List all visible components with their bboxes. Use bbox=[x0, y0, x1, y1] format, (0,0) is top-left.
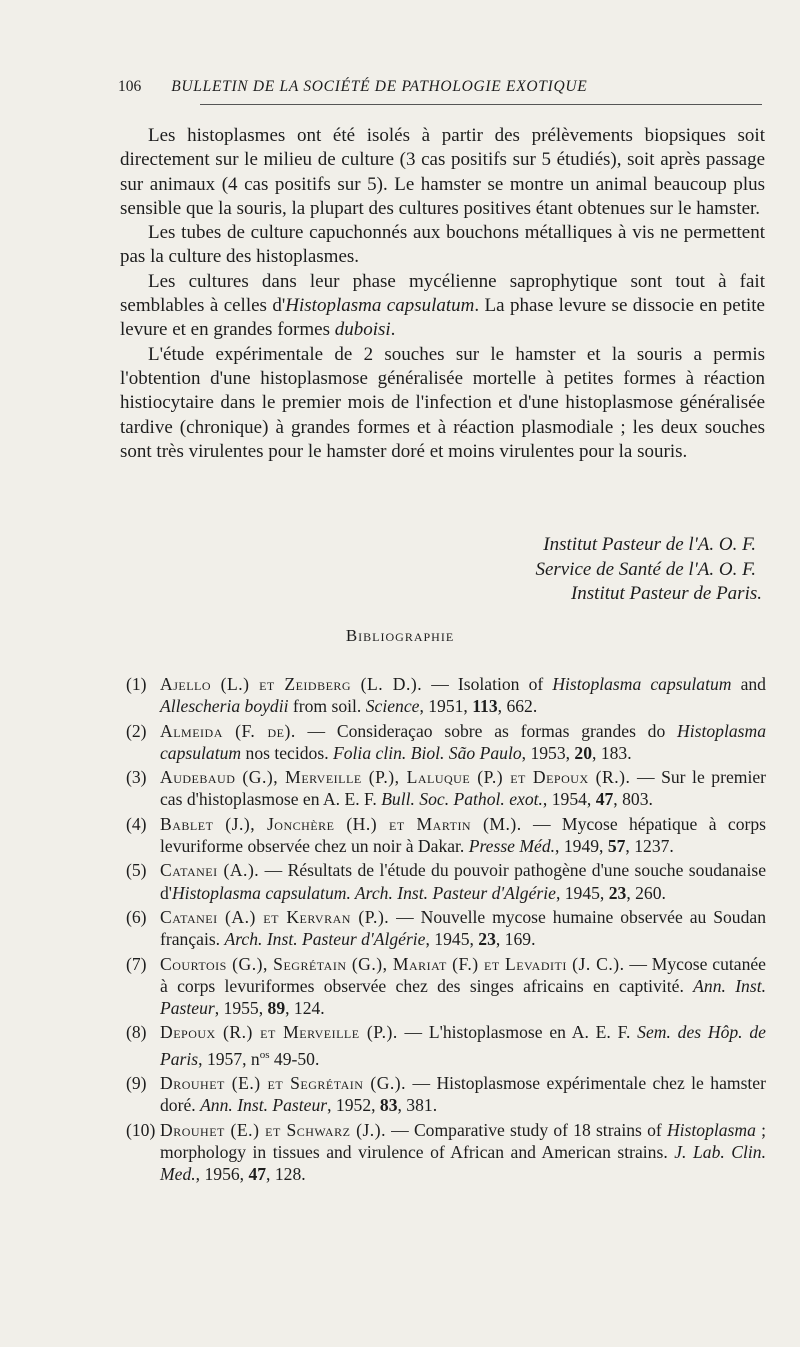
reference-pages: , 128. bbox=[266, 1164, 306, 1185]
reference-text bbox=[160, 859, 766, 904]
reference-italic: Ann. Inst. Pasteur bbox=[160, 975, 766, 1019]
reference-journal: Science bbox=[365, 696, 420, 717]
reference-title: — Comparative study of 18 strains of bbox=[385, 1119, 667, 1140]
reference-text bbox=[160, 906, 766, 951]
reference-superscript: os bbox=[259, 1048, 270, 1061]
reference-volume: 89 bbox=[267, 998, 286, 1019]
journal-title: BULLETIN DE LA SOCIÉTÉ DE PATHOLOGIE EXOTIQUE bbox=[171, 78, 588, 95]
reference-volume: 83 bbox=[379, 1095, 398, 1116]
reference-number: (5) bbox=[126, 860, 147, 881]
reference-authors: Drouhet (E.) et Segrétain (G.). bbox=[160, 1072, 407, 1093]
reference-volume: 113 bbox=[472, 696, 498, 717]
reference-italic: J. Lab. Clin. Med. bbox=[160, 1141, 766, 1185]
reference-pages: , 124. bbox=[285, 998, 325, 1019]
reference-pages: , 1237. bbox=[625, 836, 674, 857]
reference-text-part: from soil. bbox=[288, 696, 366, 717]
reference-list bbox=[126, 673, 766, 1187]
reference-text-part: , 1952, bbox=[327, 1095, 380, 1116]
reference-italic: Histoplasma bbox=[666, 1119, 756, 1140]
reference-title: — Sur le premier cas d'histoplasmose en A. E. F. bbox=[160, 767, 767, 810]
reference-authors: Almeida (F. de). bbox=[160, 720, 296, 741]
paragraph-3-duboisi: duboisi bbox=[334, 319, 391, 341]
paragraph-3-text-c: . La phase levure se dissocie en petite levure et en grandes formes bbox=[120, 295, 765, 341]
reference-pages: , 183. bbox=[592, 742, 632, 763]
reference-title: — Isolation of bbox=[422, 674, 553, 694]
reference-number: (2) bbox=[126, 720, 147, 741]
reference-item bbox=[126, 720, 766, 765]
reference-text bbox=[160, 766, 766, 811]
reference-pages: , 381. bbox=[397, 1095, 438, 1116]
reference-text-part: , 1945, bbox=[555, 882, 609, 903]
reference-italic: Sem. des Hôp. de Paris bbox=[160, 1022, 766, 1069]
reference-number: (8) bbox=[126, 1022, 147, 1043]
reference-number: (4) bbox=[126, 813, 147, 834]
reference-number: (7) bbox=[126, 953, 147, 974]
reference-text-part: , 1953, bbox=[521, 742, 575, 763]
reference-text-part: nos tecidos. bbox=[241, 742, 333, 763]
bibliography-heading bbox=[0, 626, 800, 646]
paragraph-3-species: Histoplasma capsulatum bbox=[285, 295, 475, 317]
header-rule bbox=[200, 104, 762, 105]
paragraph-3 bbox=[120, 270, 765, 343]
reference-item bbox=[126, 673, 766, 718]
reference-volume: 57 bbox=[607, 836, 626, 857]
reference-text-part: , 1949, bbox=[555, 836, 608, 857]
running-header bbox=[118, 78, 763, 96]
reference-italic: Bull. Soc. Pathol. exot. bbox=[381, 789, 543, 810]
reference-volume: 23 bbox=[608, 882, 627, 903]
reference-text bbox=[160, 673, 766, 718]
reference-volume: 20 bbox=[574, 742, 593, 763]
reference-text bbox=[160, 1119, 766, 1186]
reference-item bbox=[126, 813, 766, 858]
reference-italic: Histoplasma capsulatum bbox=[160, 720, 766, 763]
reference-title: — Histoplasmose expérimentale chez le hamster doré. bbox=[160, 1072, 766, 1116]
reference-pages: , 803. bbox=[613, 789, 653, 810]
reference-authors: Ajello (L.) et Zeidberg (L. D.). bbox=[160, 674, 423, 694]
reference-text bbox=[160, 953, 766, 1020]
reference-text-part: , 1956, bbox=[195, 1164, 249, 1185]
reference-title: — Mycose hépatique à corps levuriforme observée chez un noir à Dakar. bbox=[160, 813, 766, 857]
paragraph-3-text-a: Les cultures dans leur phase mycélienne saprophytique sont tout à fait semblables à celles d' bbox=[120, 270, 765, 317]
reference-item bbox=[126, 859, 766, 904]
paragraph-3-text-e: . bbox=[390, 319, 396, 341]
reference-italic: Ann. Inst. Pasteur bbox=[200, 1095, 328, 1116]
reference-item bbox=[126, 1021, 766, 1069]
reference-title: — L'histoplasmose en A. E. F. bbox=[397, 1022, 638, 1043]
reference-item bbox=[126, 1119, 766, 1186]
reference-title: — Résultats de l'étude du pouvoir pathogène d'une souche soudanaise d' bbox=[160, 860, 766, 903]
reference-italic: Presse Méd. bbox=[468, 836, 556, 857]
reference-title: — Nouvelle mycose humaine observée au Soudan français. bbox=[160, 906, 767, 950]
reference-italic: Histoplasma capsulatum bbox=[552, 674, 732, 694]
reference-text bbox=[160, 720, 766, 765]
reference-italic: Histoplasma capsulatum. Arch. Inst. Pasteur d'Algérie bbox=[171, 882, 556, 903]
reference-volume: 47 bbox=[595, 789, 614, 810]
bibliography-heading-text: Bibliographie bbox=[345, 626, 455, 645]
reference-number: (9) bbox=[126, 1072, 147, 1093]
reference-text-part: and bbox=[731, 674, 766, 694]
reference-text bbox=[160, 1072, 766, 1117]
reference-authors: Audebaud (G.), Merveille (P.), Laluque (P.) et Depoux (R.). bbox=[160, 767, 631, 788]
paragraph-4: L'étude expérimentale de 2 souches sur le hamster et la souris a permis l'obtention d'une histoplasmose généralisée mortelle à petites formes à réaction histiocytaire dans le premier mois de l'infection et d'une histoplasmose généralisée tardive (chronique) à grandes formes et à réaction plasmodiale ; les deux souches sont très virulentes pour le hamster doré et moins virulentes pour la souris. bbox=[120, 343, 765, 462]
reference-text bbox=[160, 1021, 766, 1069]
paragraph-2: Les tubes de culture capuchonnés aux bouchons métalliques à vis ne permettent pas la culture des histoplasmes. bbox=[120, 222, 765, 268]
reference-item bbox=[126, 1072, 766, 1117]
reference-text-part: , 1945, bbox=[425, 929, 479, 950]
reference-authors: Drouhet (E.) et Schwarz (J.). bbox=[160, 1119, 386, 1140]
affiliation-signature bbox=[535, 533, 762, 607]
reference-pages: , 169. bbox=[495, 929, 536, 950]
reference-pages: , 662. bbox=[497, 696, 538, 717]
reference-authors: Courtois (G.), Segrétain (G.), Mariat (F.) et Levaditi (J. C.). bbox=[160, 953, 625, 974]
reference-italic: Folia clin. Biol. São Paulo bbox=[333, 742, 522, 763]
affiliation-1: Institut Pasteur de l'A. O. F. bbox=[543, 534, 756, 555]
article-body bbox=[120, 124, 765, 464]
reference-volume: 23 bbox=[478, 929, 496, 950]
reference-text-part: ; morphology in tissues and virulence of African and American strains. bbox=[160, 1119, 766, 1162]
reference-text-part: , 1955, bbox=[214, 998, 268, 1019]
paragraph-1: Les histoplasmes ont été isolés à partir des prélèvements biopsiques soit directement sur le milieu de culture (3 cas positifs sur 5 étudiés), soit après passage sur animaux (4 cas positifs sur 5). Le hamster se montre un animal beaucoup plus sensible que la souris, la plupart des cultures positives étant obtenues sur le hamster. bbox=[120, 125, 765, 219]
reference-authors: Catanei (A.). bbox=[160, 860, 260, 881]
reference-text-part: , 1954, bbox=[542, 789, 596, 810]
reference-authors: Bablet (J.), Jonchère (H.) et Martin (M.). bbox=[160, 813, 522, 834]
affiliation-2: Service de Santé de l'A. O. F. bbox=[535, 558, 756, 580]
reference-italic: Allescheria boydii bbox=[160, 696, 289, 717]
reference-title: — Mycose cutanée à corps levuriformes observée chez des singes africains en captivité. bbox=[160, 953, 766, 996]
reference-text-part: , 1957, n bbox=[198, 1048, 260, 1069]
reference-volume: 47 bbox=[248, 1164, 267, 1185]
reference-number: (3) bbox=[126, 767, 147, 788]
page-number: 106 bbox=[118, 78, 142, 95]
reference-item bbox=[126, 766, 766, 811]
reference-pages: 49-50. bbox=[269, 1048, 320, 1069]
reference-authors: Depoux (R.) et Merveille (P.). bbox=[160, 1022, 398, 1043]
reference-number: (10) bbox=[126, 1119, 156, 1140]
reference-year: , 1951, bbox=[419, 696, 473, 717]
reference-item bbox=[126, 953, 766, 1020]
reference-italic: Arch. Inst. Pasteur d'Algérie bbox=[224, 929, 426, 950]
reference-authors: Catanei (A.) et Kervran (P.). bbox=[160, 906, 390, 927]
reference-text bbox=[160, 813, 766, 858]
reference-number: (1) bbox=[126, 674, 147, 694]
reference-pages: , 260. bbox=[626, 882, 666, 903]
reference-title: — Consideraçao sobre as formas grandes do bbox=[295, 720, 678, 741]
reference-number: (6) bbox=[126, 906, 147, 927]
reference-item bbox=[126, 906, 766, 951]
affiliation-3: Institut Pasteur de Paris. bbox=[570, 583, 762, 604]
